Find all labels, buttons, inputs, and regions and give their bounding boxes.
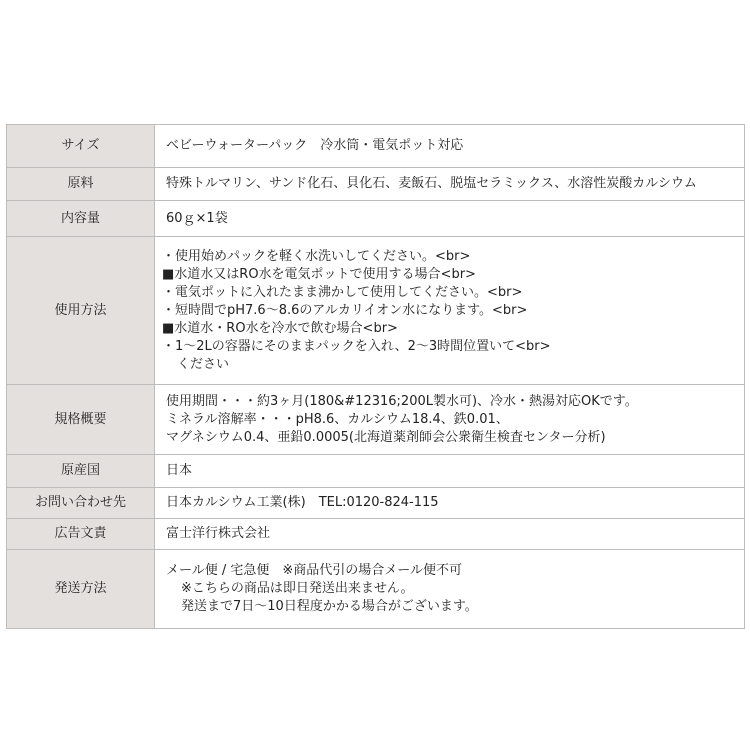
usage-line: ■水道水又はRO水を電気ポットで使用する場合<br> bbox=[162, 266, 476, 282]
usage-line: ・電気ポットに入れたまま沸かして使用してください。<br> bbox=[162, 284, 523, 300]
table-row-size bbox=[7, 125, 745, 168]
contact-label: お問い合わせ先 bbox=[7, 488, 155, 519]
contents-value: 60ｇ×1袋 bbox=[155, 201, 745, 237]
table-row-contact bbox=[7, 488, 745, 519]
table-row-advertiser bbox=[7, 519, 745, 550]
table-row-materials bbox=[7, 168, 745, 201]
usage-line: ・使用始めパックを軽く水洗いしてください。<br> bbox=[162, 248, 471, 264]
usage-line: ■水道水・RO水を冷水で飲む場合<br> bbox=[162, 320, 398, 336]
contact-value: 日本カルシウム工業(株) TEL:0120-824-115 bbox=[155, 488, 745, 519]
shipping-line: 発送まで7日～10日程度かかる場合がございます。 bbox=[181, 599, 478, 614]
usage-line: ・1～2Lの容器にそのままパックを入れ、2～3時間位置いて<br> bbox=[162, 338, 551, 354]
origin-label: 原産国 bbox=[7, 455, 155, 488]
materials-label: 原料 bbox=[7, 168, 155, 201]
usage-line: ください bbox=[177, 356, 230, 372]
table-row-spec bbox=[7, 385, 745, 455]
shipping-value bbox=[155, 550, 745, 629]
spec-line: 使用期間・・・約3ヶ月(180&#12316;200L製水可)、冷水・熱湯対応OKです。 bbox=[166, 393, 638, 409]
usage-label: 使用方法 bbox=[7, 237, 155, 385]
contents-label: 内容量 bbox=[7, 201, 155, 237]
origin-value: 日本 bbox=[155, 455, 745, 488]
table-row-usage bbox=[7, 237, 745, 385]
usage-value bbox=[155, 237, 745, 385]
size-label: サイズ bbox=[7, 125, 155, 168]
spec-value bbox=[155, 385, 745, 455]
table-row-contents bbox=[7, 201, 745, 237]
spec-label: 規格概要 bbox=[7, 385, 155, 455]
usage-line: ・短時間でpH7.6～8.6のアルカリイオン水になります。<br> bbox=[162, 302, 528, 318]
materials-value: 特殊トルマリン、サンド化石、貝化石、麦飯石、脱塩セラミックス、水溶性炭酸カルシウム bbox=[155, 168, 745, 201]
product-spec-table bbox=[6, 124, 745, 629]
advertiser-label: 広告文責 bbox=[7, 519, 155, 550]
shipping-line: ※こちらの商品は即日発送出来ません。 bbox=[181, 581, 414, 596]
shipping-label: 発送方法 bbox=[7, 550, 155, 629]
table-row-shipping bbox=[7, 550, 745, 629]
spec-line: マグネシウム0.4、亜鉛0.0005(北海道薬剤師会公衆衛生検査センター分析) bbox=[166, 429, 606, 445]
shipping-line: メール便 / 宅急便 ※商品代引の場合メール便不可 bbox=[166, 563, 463, 578]
spec-line: ミネラル溶解率・・・pH8.6、カルシウム18.4、鉄0.01、 bbox=[166, 411, 509, 427]
advertiser-value: 富士洋行株式会社 bbox=[155, 519, 745, 550]
size-value: ベビーウォーターパック 冷水筒・電気ポット対応 bbox=[155, 125, 745, 168]
table-row-origin bbox=[7, 455, 745, 488]
